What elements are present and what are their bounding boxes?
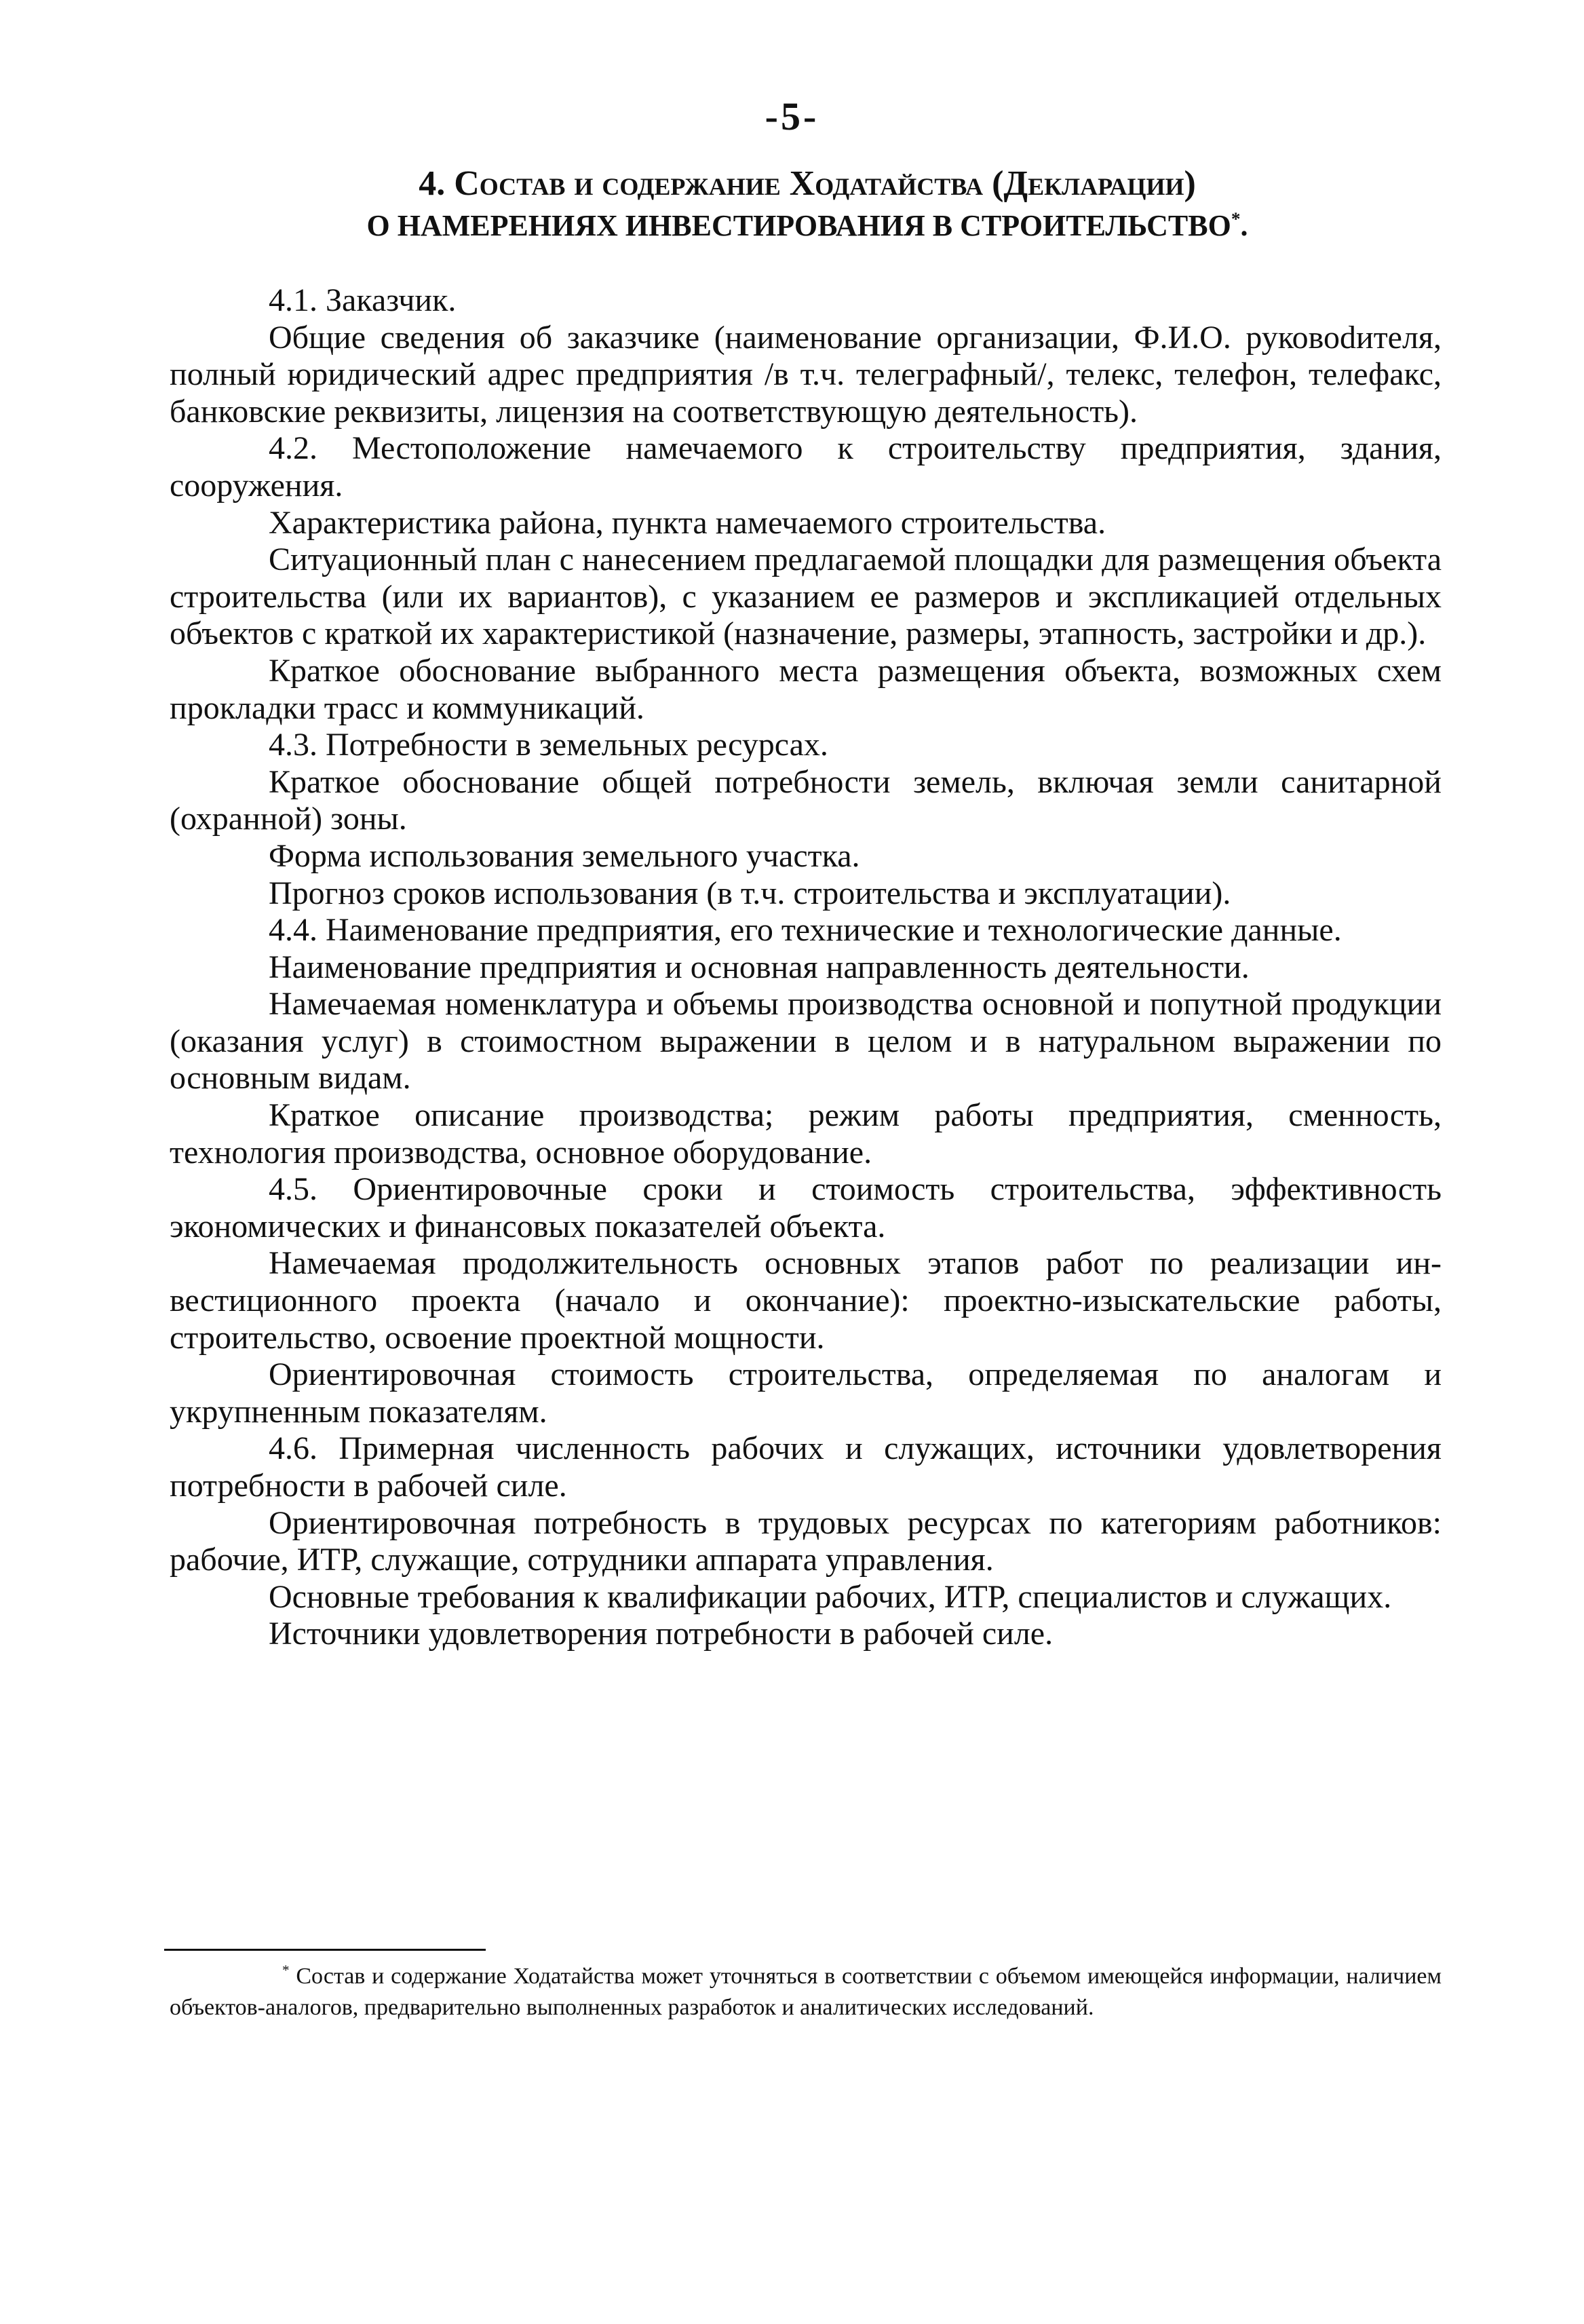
paragraph: 4.1. Заказчик. (269, 282, 457, 318)
footnote-reference-mark: * (1231, 208, 1241, 229)
paragraph: Краткое описание производства; режим работы предприятия, сменность, технология производства, основное оборудование. (170, 1097, 1442, 1170)
paragraph: 4.4. Наименование предприятия, его технические и технологические данные. (269, 912, 1342, 949)
paragraph: Наименование предприятия и основная направленность деятельности. (269, 949, 1250, 985)
footnote-paragraph (170, 1961, 1442, 2023)
footnote-text: Состав и содержание Ходатайства может уточняться в соответствии с объемом имеющейся информации, наличием объектов-аналогов, предварительно выполненных разработок и аналитических исследований. (170, 1964, 1442, 2020)
paragraph: Прогноз сроков использования (в т.ч. строительства и эксплуатации). (269, 875, 1231, 911)
paragraph: Намечаемая номенклатура и объемы производства основной и попутной продукции (оказания услуг) в стоимостном выражении в целом и в натуральном выражении по основным видам. (170, 986, 1442, 1097)
section-heading-trailing-punctuation: . (1240, 209, 1248, 242)
paragraph: 4.6. Примерная численность рабочих и служащих, источники удовлетворения потребности в рабочей силе. (170, 1430, 1442, 1504)
body-text (170, 282, 1442, 1653)
footnote-mark: * (282, 1962, 290, 1979)
paragraph: 4.3. Потребности в земельных ресурсах. (269, 727, 828, 763)
paragraph: 4.2. Местоположение намечаемого к строительству предприятия, здания, сооружения. (170, 430, 1442, 503)
paragraph: Намечаемая продолжительность основных этапов работ по реализации инвестиционного проекта (начало и окончание): проектно-изыскательские работы, строительство, освоение проектной мощности. (170, 1245, 1442, 1356)
footnote (170, 1961, 1442, 2023)
paragraph: Характеристика района, пункта намечаемого строительства. (269, 504, 1106, 541)
section-heading-line-2-text: О НАМЕРЕНИЯХ ИНВЕСТИРОВАНИЯ В СТРОИТЕЛЬСТВО (366, 209, 1231, 242)
paragraph: Краткое обоснование выбранного места размещения объекта, возможных схем прокладки трасс и коммуникаций. (170, 652, 1442, 726)
paragraph: Краткое обоснование общей потребности земель, включая земли санитарной (охранной) зоны. (170, 763, 1442, 837)
footnote-divider (164, 1949, 486, 1951)
paragraph: Источники удовлетворения потребности в рабочей силе. (269, 1616, 1054, 1652)
paragraph: Ситуационный план с нанесением предлагаемой площадки для размещения объекта строительства (или их вариантов), с указанием ее размеров и экспликацией отдельных объектов с краткой их характеристикой (назначение, размеры, этапность, застройки и др.). (170, 541, 1442, 652)
paragraph: Основные требования к квалификации рабочих, ИТР, специалистов и служащих. (269, 1578, 1392, 1615)
paragraph: Ориентировочная потребность в трудовых ресурсах по категориям работников: рабочие, ИТР, служащие, сотрудники аппарата управления. (170, 1504, 1442, 1578)
section-heading-line-2 (170, 205, 1445, 247)
paragraph: Форма использования земельного участка. (269, 837, 860, 874)
section-heading-line-1: 4. Состав и содержание Ходатайства (Декларации) (419, 164, 1196, 203)
paragraph: Ориентировочная стоимость строительства, определяемая по аналогам и укрупненным показателям. (170, 1356, 1442, 1430)
page-number: -5- (765, 94, 819, 138)
section-heading (170, 163, 1445, 247)
paragraph: 4.5. Ориентировочные сроки и стоимость строительства, эффективность экономических и финансовых показателей объекта. (170, 1171, 1442, 1244)
paragraph: Общие сведения об заказчике (наименование организации, Ф.И.О. руковоdителя, полный юридический адрес предприятия /в т.ч. телеграфный/, телекс, телефон, телефакс, банковские реквизиты, лицензия на соответствующую деятельность). (170, 319, 1442, 430)
